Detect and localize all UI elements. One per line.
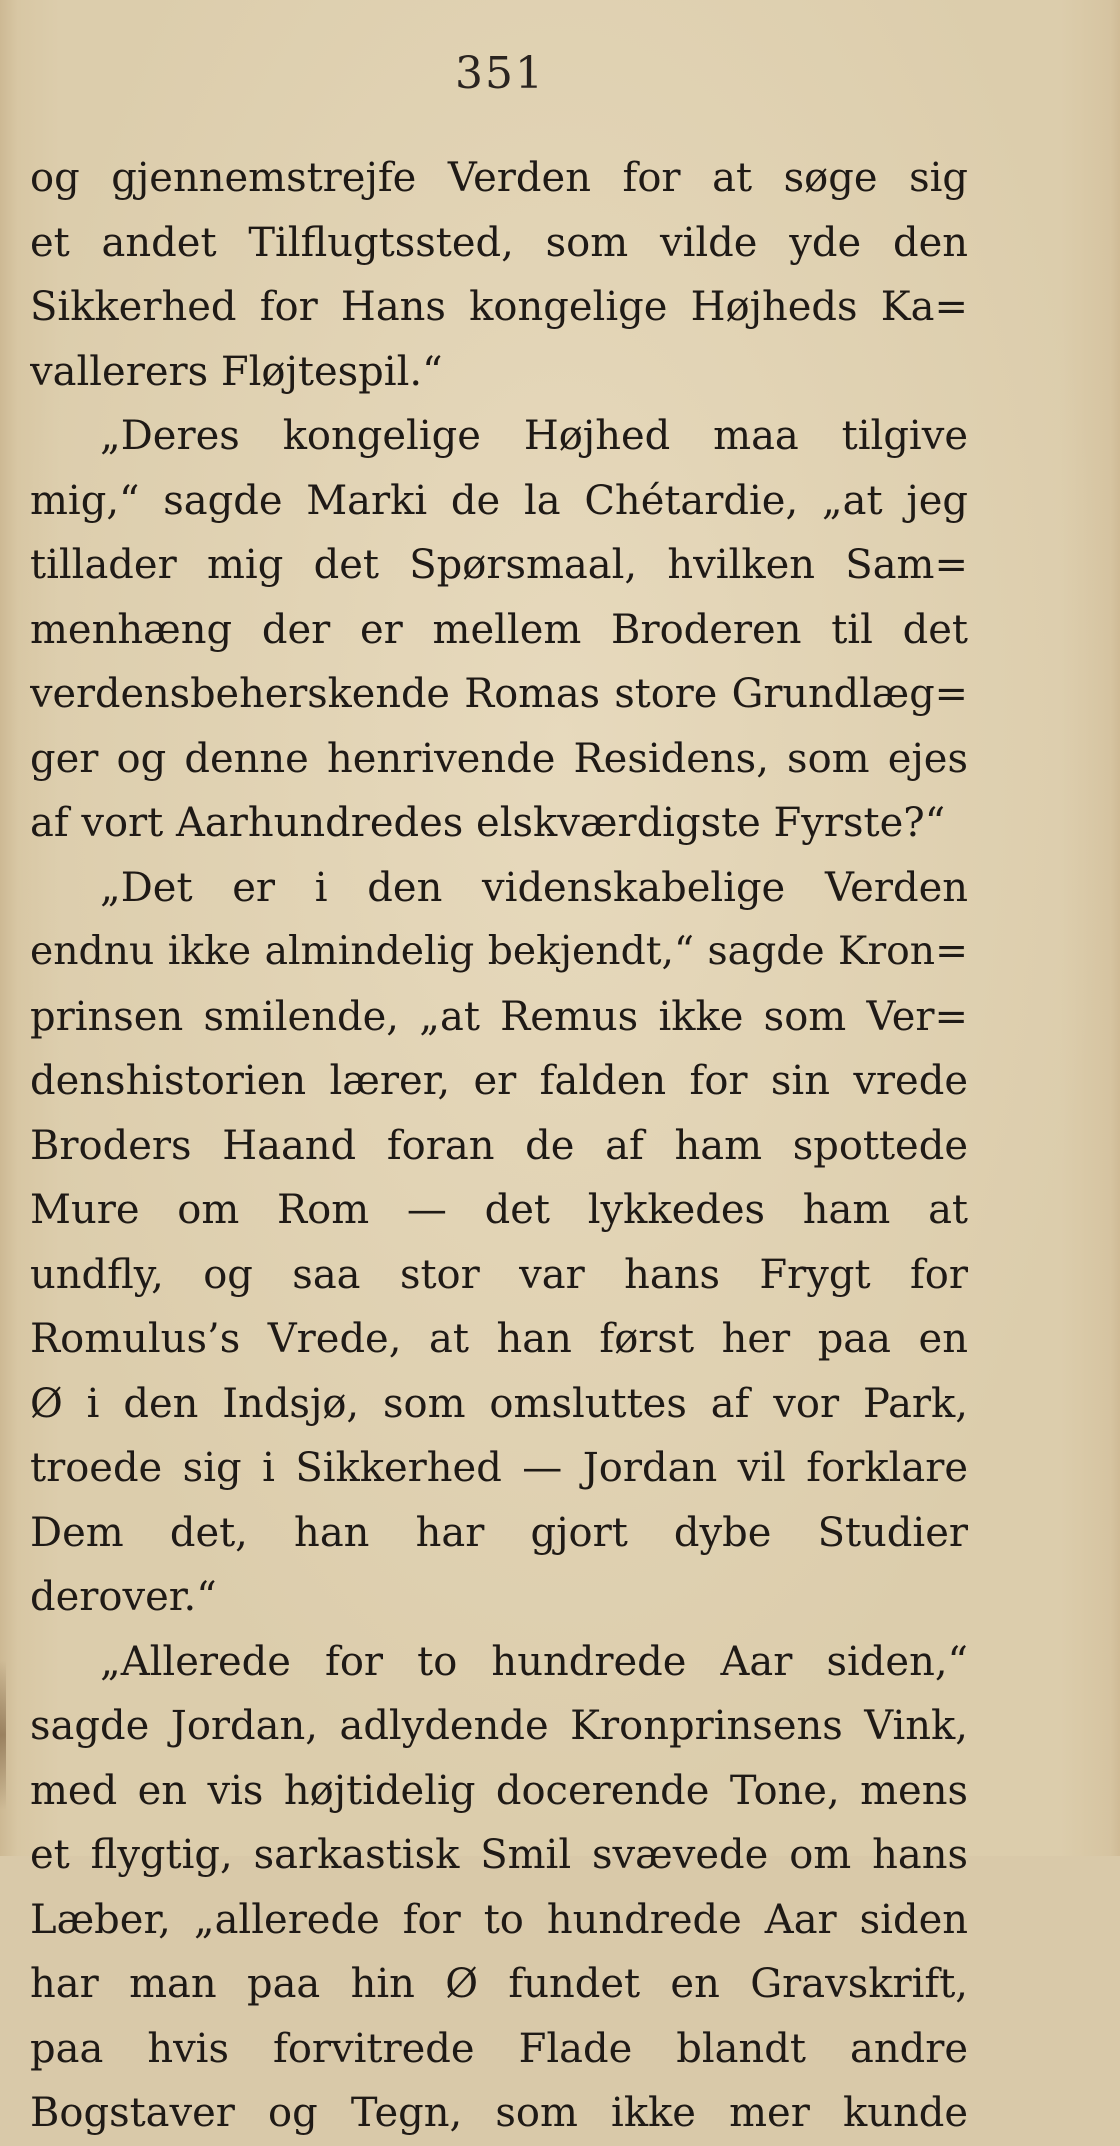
text-line: troede sig i Sikkerhed — Jordan vil forklare: [30, 1445, 968, 1491]
text-line: derover.“: [30, 1574, 217, 1620]
text-line: sagde Jordan, adlydende Kronprinsens Vink,: [30, 1703, 968, 1749]
page-number: 351: [455, 48, 545, 99]
text-line: et andet Tilflugtssted, som vilde yde den: [30, 219, 968, 266]
body-text: [30, 146, 968, 2146]
text-line: Bogstaver og Tegn, som ikke mer kunde: [30, 2090, 968, 2136]
text-line: Sikkerhed for Hans kongelige Højheds Ka=: [30, 284, 968, 330]
text-line: prinsen smilende, „at Remus ikke som Ver=: [30, 993, 968, 1040]
text-line: ger og denne henrivende Residens, som ejes: [30, 735, 968, 782]
text-line: mig,“ sagde Marki de la Chétardie, „at jeg: [30, 477, 968, 524]
text-line: og gjennemstrejfe Verden for at søge sig: [30, 155, 968, 201]
text-line: denshistorien lærer, er falden for sin vrede: [30, 1058, 968, 1104]
text-line: Ø i den Indsjø, som omsluttes af vor Park,: [30, 1380, 968, 1427]
text-line: Broders Haand foran de af ham spottede: [30, 1122, 968, 1169]
text-line: „Allerede for to hundrede Aar siden,“: [100, 1638, 968, 1685]
text-line: med en vis højtidelig docerende Tone, mens: [30, 1767, 968, 1814]
text-line: har man paa hin Ø fundet en Gravskrift,: [30, 1961, 968, 2007]
text-line: endnu ikke almindelig bekjendt,“ sagde Kron=: [30, 929, 968, 974]
text-line: Romulus’s Vrede, at han først her paa en: [30, 1316, 968, 1362]
text-line: paa hvis forvitrede Flade blandt andre: [30, 2025, 968, 2072]
text-line: Læber, „allerede for to hundrede Aar siden: [30, 1896, 968, 1943]
text-line: vallerers Fløjtespil.“: [30, 348, 443, 395]
text-line: Dem det, han har gjort dybe Studier: [30, 1509, 968, 1556]
text-line: verdensbeherskende Romas store Grundlæg=: [30, 671, 968, 717]
text-line: af vort Aarhundredes elskværdigste Fyrste?“: [30, 800, 946, 846]
text-line: „Det er i den videnskabelige Verden: [100, 864, 968, 911]
text-line: „Deres kongelige Højhed maa tilgive: [100, 413, 968, 459]
page-edge-shadow: [0, 1660, 6, 1810]
text-line: undfly, og saa stor var hans Frygt for: [30, 1251, 968, 1298]
text-line: tillader mig det Spørsmaal, hvilken Sam=: [30, 542, 968, 588]
text-line: menhæng der er mellem Broderen til det: [30, 606, 968, 653]
text-line: Mure om Rom — det lykkedes ham at: [30, 1187, 968, 1233]
text-line: et flygtig, sarkastisk Smil svævede om hans: [30, 1832, 968, 1878]
